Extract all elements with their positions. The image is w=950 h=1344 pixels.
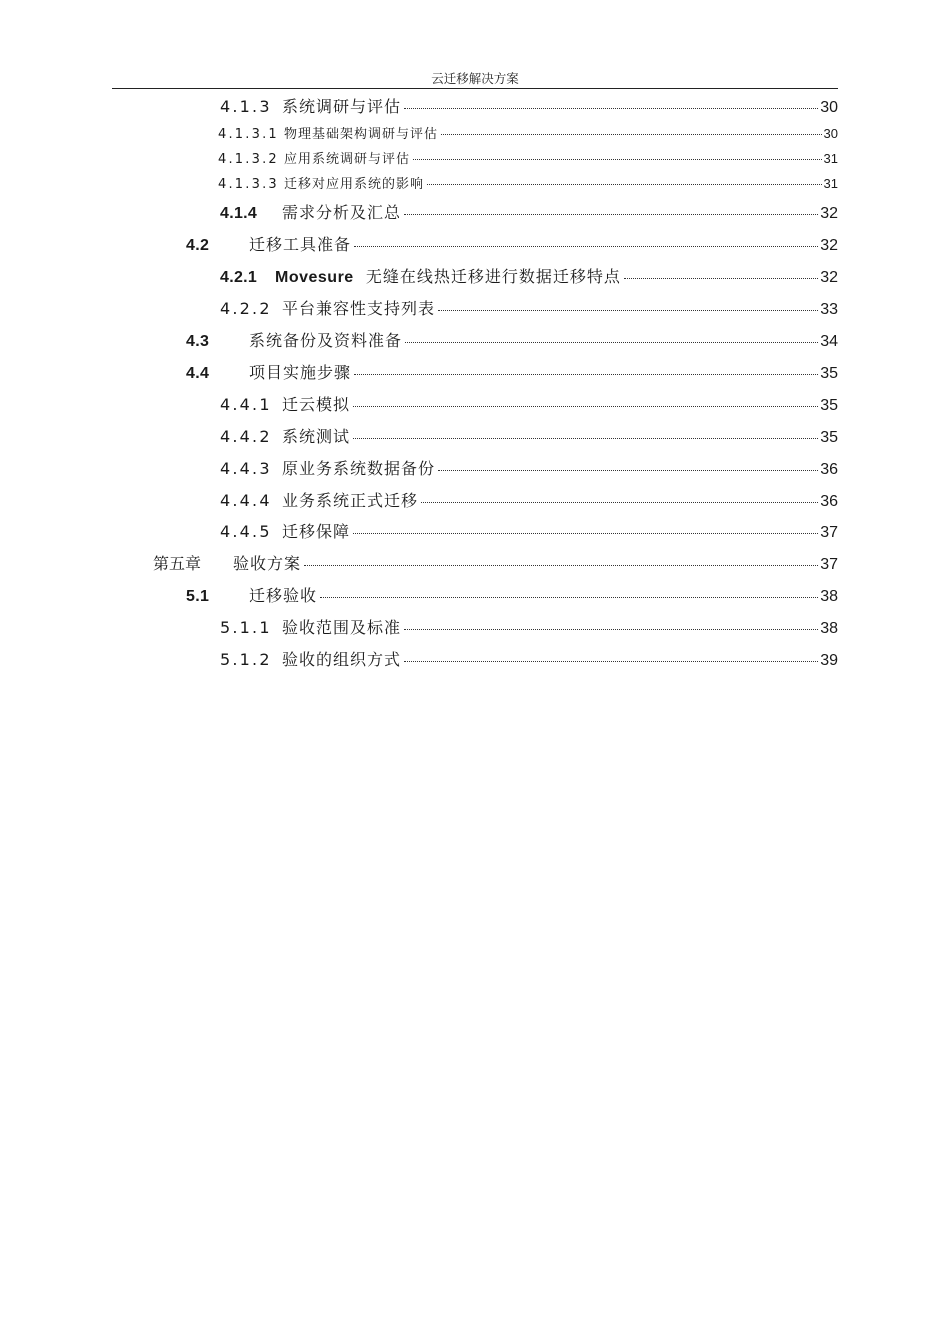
toc-entry-4-1-3-2[interactable] — [218, 150, 838, 169]
toc-entry-4-4-4[interactable] — [220, 490, 838, 513]
dot-leader — [441, 134, 822, 135]
toc-entry-4-3[interactable] — [186, 330, 838, 353]
toc-entry-page: 38 — [820, 620, 838, 637]
toc-entry-page: 37 — [820, 524, 838, 541]
toc-entry-number: 4.2.2 — [220, 299, 272, 318]
toc-entry-page: 31 — [823, 151, 838, 166]
dot-leader — [304, 565, 818, 566]
toc-entry-page: 35 — [820, 365, 838, 382]
toc-entry-page: 38 — [820, 588, 838, 605]
toc-entry-title: 物理基础架构调研与评估 — [284, 127, 439, 142]
toc-entry-title-cjk: 无缝在线热迁移进行数据迁移特点 — [365, 267, 621, 286]
toc-entry-title: 验收范围及标准 — [282, 618, 402, 637]
toc-entry-4-4-1[interactable] — [220, 394, 838, 417]
dot-leader — [353, 533, 818, 534]
toc-entry-number: 4.4 — [186, 365, 210, 382]
toc-entry-4-1-3[interactable] — [220, 96, 838, 119]
toc-entry-number: 第五章 — [153, 554, 202, 573]
toc-entry-title — [275, 266, 621, 289]
toc-entry-page: 36 — [820, 461, 838, 478]
toc-entry-4-4-3[interactable] — [220, 458, 838, 481]
toc-entry-4-4-5[interactable] — [220, 521, 838, 544]
toc-entry-number: 4.1.3 — [220, 97, 272, 116]
toc-entry-5-1[interactable] — [186, 585, 838, 608]
toc-entry-page: 32 — [820, 269, 838, 286]
toc-entry-page: 32 — [820, 205, 838, 222]
dot-leader — [354, 246, 818, 247]
toc-entry-title: 需求分析及汇总 — [282, 203, 402, 222]
toc-entry-title: 系统备份及资料准备 — [249, 331, 403, 350]
toc-entry-title: 业务系统正式迁移 — [282, 491, 419, 510]
toc-entry-page: 37 — [820, 556, 838, 573]
toc-entry-title: 原业务系统数据备份 — [282, 459, 436, 478]
header-rule — [112, 88, 838, 89]
toc-entry-number: 4.4.1 — [220, 395, 272, 414]
toc-entry-page: 36 — [820, 493, 838, 510]
toc-entry-page: 30 — [820, 99, 838, 116]
dot-leader — [427, 184, 822, 185]
dot-leader — [421, 502, 818, 503]
toc-entry-number: 4.4.4 — [220, 491, 272, 510]
toc-entry-title: 迁移对应用系统的影响 — [284, 177, 425, 192]
toc-entry-4-2[interactable] — [186, 234, 838, 257]
dot-leader — [438, 310, 818, 311]
toc-entry-4-1-4[interactable] — [220, 202, 838, 225]
toc-entry-5-1-2[interactable] — [220, 649, 838, 672]
dot-leader — [404, 661, 818, 662]
dot-leader — [405, 342, 818, 343]
toc-entry-number: 4.1.3.2 — [218, 152, 279, 167]
toc-entry-number: 5.1.1 — [220, 618, 272, 637]
toc-entry-number: 4.4.3 — [220, 459, 272, 478]
toc-entry-title-latin: Movesure — [275, 269, 354, 286]
toc-entry-4-1-3-1[interactable] — [218, 125, 838, 144]
toc-entry-title: 验收的组织方式 — [282, 650, 402, 669]
toc-entry-4-4[interactable] — [186, 362, 838, 385]
toc-entry-title: 平台兼容性支持列表 — [282, 299, 436, 318]
toc-entry-number: 4.2.1 — [220, 269, 258, 286]
toc-entry-page: 39 — [820, 652, 838, 669]
toc-entry-page: 32 — [820, 237, 838, 254]
toc-entry-4-2-2[interactable] — [220, 298, 838, 321]
toc-entry-page: 31 — [823, 176, 838, 191]
toc-entry-number: 4.4.2 — [220, 427, 272, 446]
toc-entry-page: 34 — [820, 333, 838, 350]
toc-entry-4-1-3-3[interactable] — [218, 175, 838, 194]
toc-entry-4-2-1[interactable] — [220, 266, 838, 289]
dot-leader — [353, 438, 818, 439]
dot-leader — [354, 374, 818, 375]
dot-leader — [404, 629, 818, 630]
toc-entry-number: 4.1.4 — [220, 205, 258, 222]
toc-entry-number: 4.1.3.1 — [218, 127, 279, 142]
toc-entry-chapter-5[interactable] — [153, 553, 838, 576]
toc-entry-title: 系统测试 — [282, 427, 351, 446]
toc-entry-5-1-1[interactable] — [220, 617, 838, 640]
dot-leader — [404, 214, 818, 215]
toc-entry-page: 33 — [820, 301, 838, 318]
toc-entry-number: 4.2 — [186, 237, 210, 254]
dot-leader — [413, 159, 822, 160]
toc-entry-number: 5.1 — [186, 588, 210, 605]
toc-entry-4-4-2[interactable] — [220, 426, 838, 449]
toc-entry-title: 系统调研与评估 — [282, 97, 402, 116]
toc-entry-page: 35 — [820, 429, 838, 446]
toc-entry-title: 迁云模拟 — [282, 395, 351, 414]
toc-entry-number: 4.4.5 — [220, 522, 272, 541]
toc-entry-page: 30 — [823, 126, 838, 141]
dot-leader — [320, 597, 818, 598]
dot-leader — [404, 108, 818, 109]
toc-entry-title: 项目实施步骤 — [249, 363, 352, 382]
toc-entry-number: 5.1.2 — [220, 650, 272, 669]
toc-entry-page: 35 — [820, 397, 838, 414]
toc-entry-title: 迁移工具准备 — [249, 235, 352, 254]
dot-leader — [438, 470, 818, 471]
toc-entry-title: 迁移验收 — [249, 586, 318, 605]
toc-entry-title: 验收方案 — [233, 554, 302, 573]
toc-entry-number: 4.3 — [186, 333, 210, 350]
dot-leader — [353, 406, 818, 407]
toc-entry-title: 应用系统调研与评估 — [284, 152, 411, 167]
page-header-title: 云迁移解决方案 — [431, 71, 519, 86]
toc-entry-title: 迁移保障 — [282, 522, 351, 541]
toc-entry-number: 4.1.3.3 — [218, 177, 279, 192]
dot-leader — [624, 278, 818, 279]
